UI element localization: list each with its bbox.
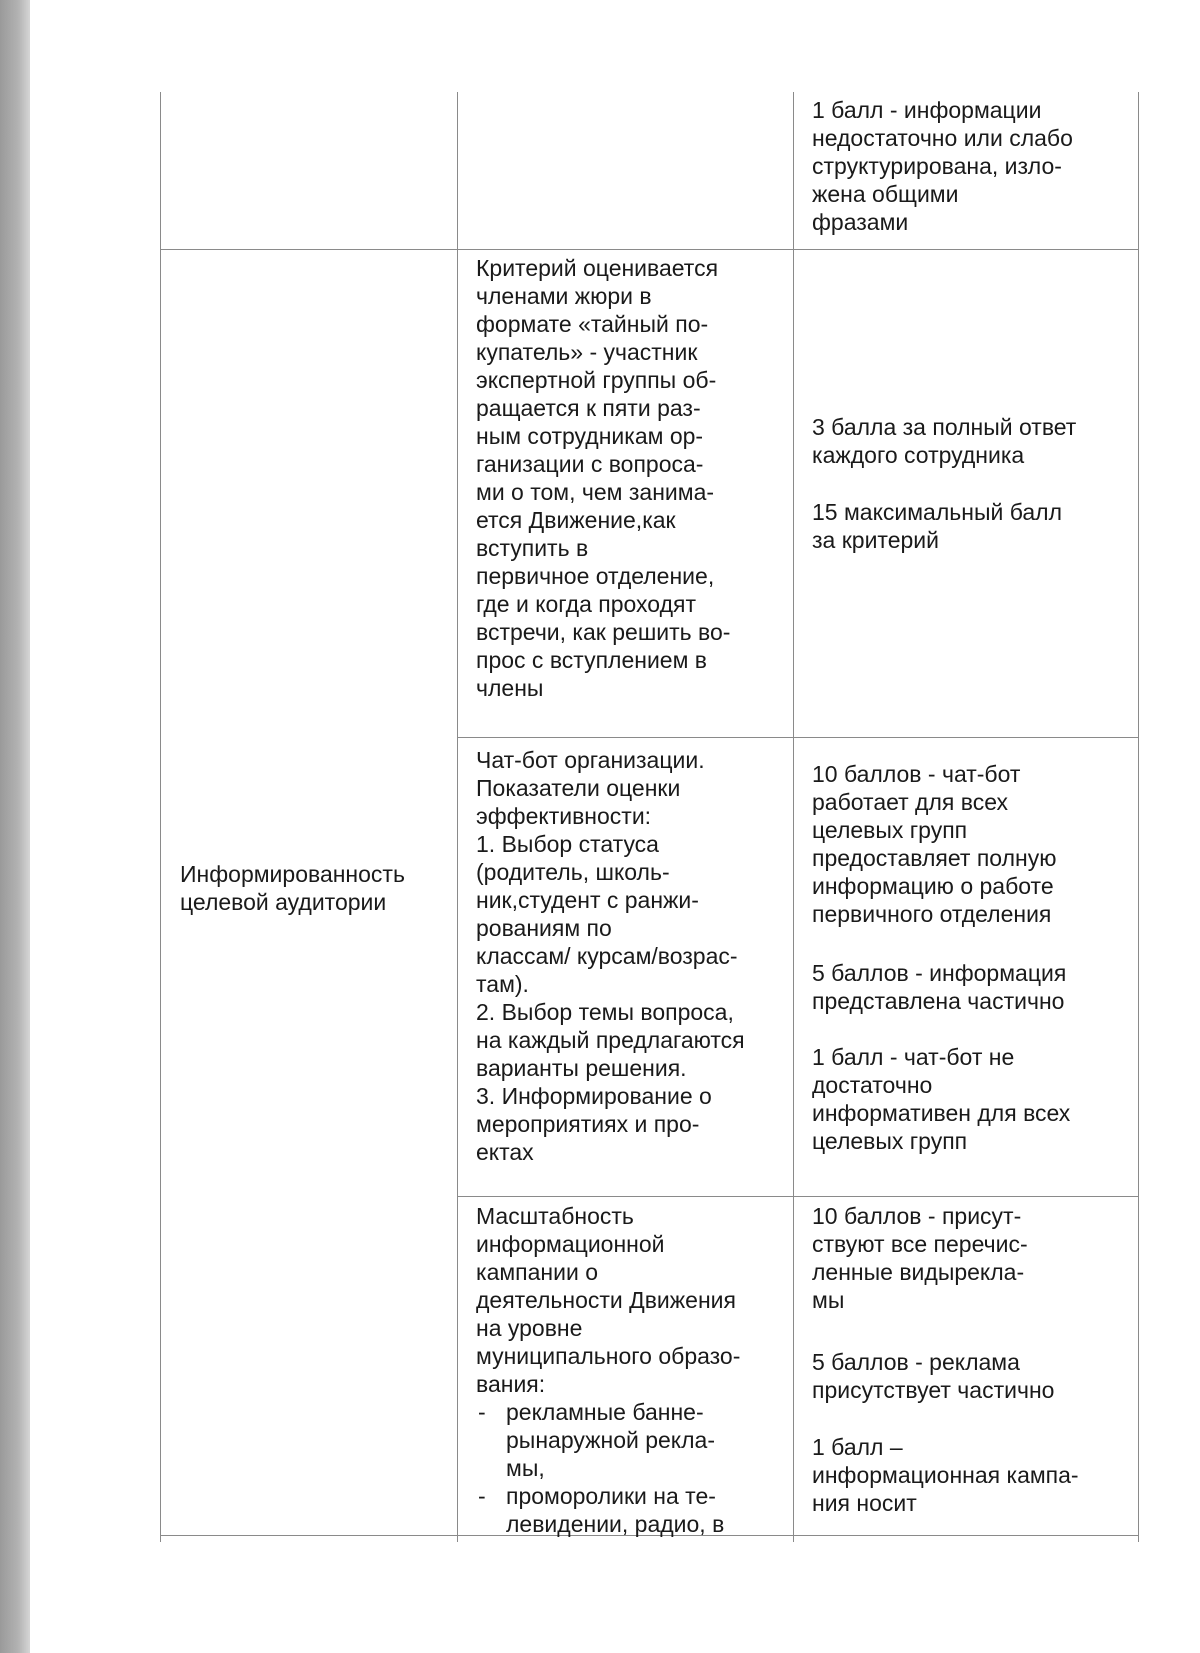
table-row-divider-2: [457, 737, 1139, 738]
score-chat-bot-10: 10 баллов - чат-бот работает для всех целевых групп предоставляет полную информацию о работе первичного отделения: [812, 761, 1057, 927]
score-cell-info-structure: 1 балл - информации недостаточно или слабо структурирована, изло- жена общими фразами: [812, 97, 1073, 235]
score-campaign-10: 10 баллов - присут- ствуют все перечис- ленные видырекла- мы: [812, 1203, 1028, 1313]
table-row-divider-3: [457, 1196, 1139, 1197]
scan-edge-shadow: [0, 0, 30, 1653]
criterion-title: Информированность целевой аудитории: [180, 861, 405, 915]
table-border-right: [1138, 92, 1139, 1542]
table-border-left: [160, 92, 161, 1542]
table-column-divider-1: [457, 92, 458, 1542]
table-column-divider-2: [793, 92, 794, 1542]
score-max-criterion: 15 максимальный балл за критерий: [812, 499, 1063, 553]
indicator-info-campaign: Масштабность информационной кампании о деятельности Движения на уровне муниципального образо- вания:: [476, 1203, 741, 1397]
list-item: - рекламные банне- рынаружной рекла- мы,: [476, 1398, 776, 1482]
indicator-chat-bot: Чат-бот организации. Показатели оценки эффективности: 1. Выбор статуса (родитель, школь- ник,студент с ранжи- рованиям по классам/ курсам/возрас- там). 2. Выбор темы вопроса, на каждый предлагаются варианты решения. 3. Информирование о мероприятиях и про- ектах: [476, 747, 745, 1165]
table-row-divider-1: [160, 249, 1139, 250]
score-chat-bot-1: 1 балл - чат-бот не достаточно информативен для всех целевых групп: [812, 1044, 1071, 1154]
list-item: - проморолики на те- левидении, радио, в: [476, 1482, 776, 1538]
score-full-answer: 3 балла за полный ответ каждого сотрудника: [812, 414, 1077, 468]
campaign-bullet-list: [476, 1398, 776, 1538]
indicator-secret-shopper: Критерий оценивается членами жюри в формате «тайный по- купатель» - участник экспертной группы об- ращается к пяти раз- ным сотрудникам ор- ганизации с вопроса- ми о том, чем занима- ется Движение,как вступить в первичное отделение, где и когда проходят встречи, как решить во- прос с вступлением в члены: [476, 255, 731, 701]
score-chat-bot-5: 5 баллов - информация представлена частично: [812, 960, 1067, 1014]
score-campaign-5: 5 баллов - реклама присутствует частично: [812, 1349, 1055, 1403]
score-campaign-1: 1 балл – информационная кампа- ния носит: [812, 1434, 1079, 1516]
